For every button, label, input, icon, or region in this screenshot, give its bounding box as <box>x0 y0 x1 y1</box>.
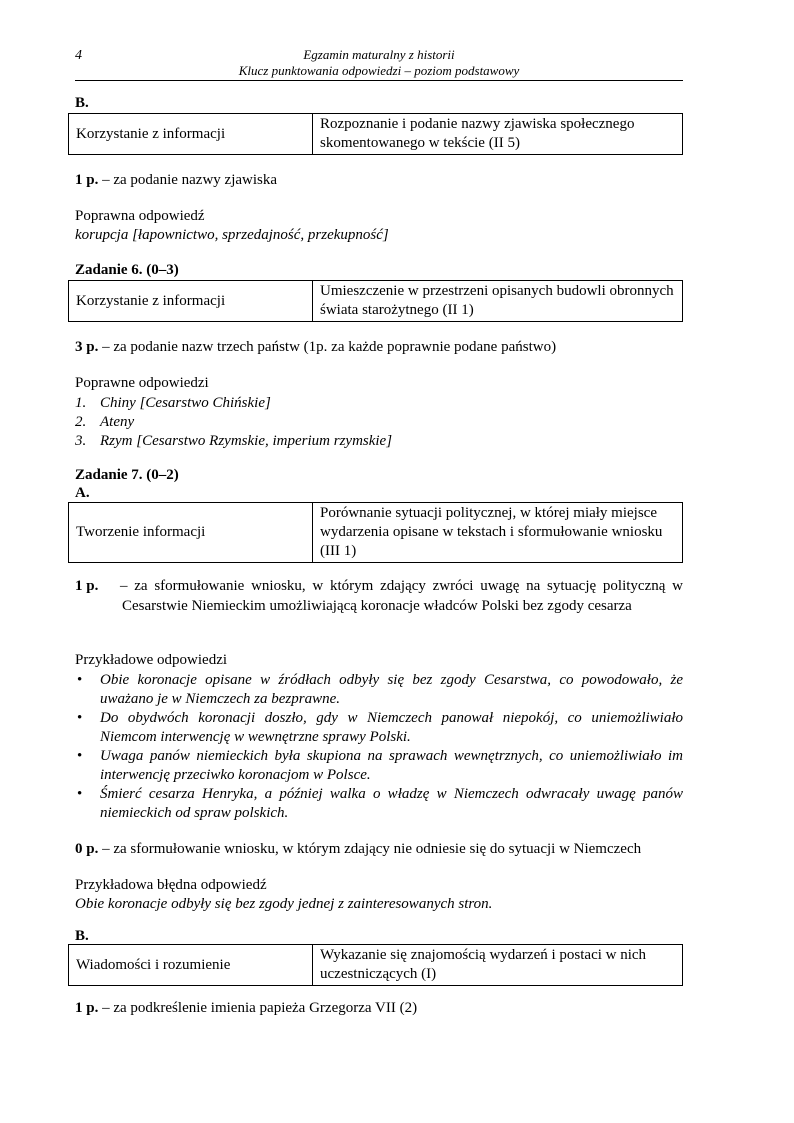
wrong-answer: Obie koronacje odbyły się bez zgody jednej z zainteresowanych stron. <box>75 896 493 912</box>
section-b-label: B. <box>75 928 89 944</box>
skill-area: Korzystanie z informacji <box>69 114 313 155</box>
list-item: 1. Chiny [Cesarstwo Chińskie] <box>75 395 271 411</box>
examples-list <box>75 671 683 823</box>
list-item: • Śmierć cesarza Henryka, a później walka o władzę w Niemczech odwracały uwagę panów niemieckich od spraw polskich. <box>77 786 683 821</box>
task-6-title: Zadanie 6. (0–3) <box>75 262 179 278</box>
page-number: 4 <box>75 48 82 63</box>
task-7-title: Zadanie 7. (0–2) <box>75 467 179 483</box>
skill-area: Wiadomości i rozumienie <box>69 945 313 986</box>
answers-list <box>75 394 683 451</box>
requirement: Umieszczenie w przestrzeni opisanych budowli obronnych świata starożytnego (II 1) <box>313 281 683 322</box>
section-a-label: A. <box>75 485 90 501</box>
skill-area: Korzystanie z informacji <box>69 281 313 322</box>
list-item: 3. Rzym [Cesarstwo Rzymskie, imperium rzymskie] <box>75 433 393 449</box>
score-line: 1 p. – za podanie nazwy zjawiska <box>75 172 278 188</box>
score-line: 3 p. – za podanie nazw trzech państw (1p. za każde poprawnie podane państwo) <box>75 339 557 355</box>
requirements-table-7b <box>68 944 683 986</box>
score-line-1p: 1 p. – za sformułowanie wniosku, w którym zdający zwróci uwagę na sytuację polityczną w Cesarstwie Niemieckim umożliwiającą koronacje władców Polski bez zgody cesarza <box>75 578 683 614</box>
list-item: • Do obydwóch koronacji doszło, gdy w Niemczech panował niepokój, co uniemożliwiało Niemcom interwencję w wewnętrzne sprawy Polski. <box>77 710 683 745</box>
header-title: Egzamin maturalny z historii <box>303 47 455 62</box>
list-item: • Obie koronacje opisane w źródłach odbyły się bez zgody Cesarstwa, co powodowało, że uważano je w Niemczech za bezprawne. <box>77 672 683 707</box>
score-line: 1 p. – za podkreślenie imienia papieża Grzegorza VII (2) <box>75 1000 418 1016</box>
header-subtitle: Klucz punktowania odpowiedzi – poziom podstawowy <box>238 63 520 78</box>
page-header <box>75 46 683 81</box>
wrong-heading: Przykładowa błędna odpowiedź <box>75 877 267 893</box>
skill-area: Tworzenie informacji <box>69 503 313 563</box>
answers-heading: Poprawne odpowiedzi <box>75 375 209 391</box>
requirements-table-b1 <box>68 113 683 155</box>
examples-heading: Przykładowe odpowiedzi <box>75 652 228 668</box>
section-b-label: B. <box>75 95 89 111</box>
answer-heading: Poprawna odpowiedź <box>75 208 205 224</box>
requirement: Porównanie sytuacji politycznej, w której miały miejsce wydarzenia opisane w tekstach i sformułowanie wniosku (III 1) <box>313 503 683 563</box>
list-item: 2. Ateny <box>75 414 135 430</box>
list-item: • Uwaga panów niemieckich była skupiona na sprawach wewnętrznych, co uniemożliwiało im interwencję przeciwko koronacjom w Polsce. <box>77 748 683 783</box>
requirements-table-6 <box>68 280 683 322</box>
requirement: Wykazanie się znajomością wydarzeń i postaci w nich uczestniczących (I) <box>313 945 683 986</box>
answer-text: korupcja [łapownictwo, sprzedajność, przekupność] <box>75 227 389 243</box>
requirements-table-7a <box>68 502 683 563</box>
score-line-0p: 0 p. – za sformułowanie wniosku, w którym zdający nie odniesie się do sytuacji w Niemczech <box>75 841 642 857</box>
requirement: Rozpoznanie i podanie nazwy zjawiska społecznego skomentowanego w tekście (II 5) <box>313 114 683 155</box>
